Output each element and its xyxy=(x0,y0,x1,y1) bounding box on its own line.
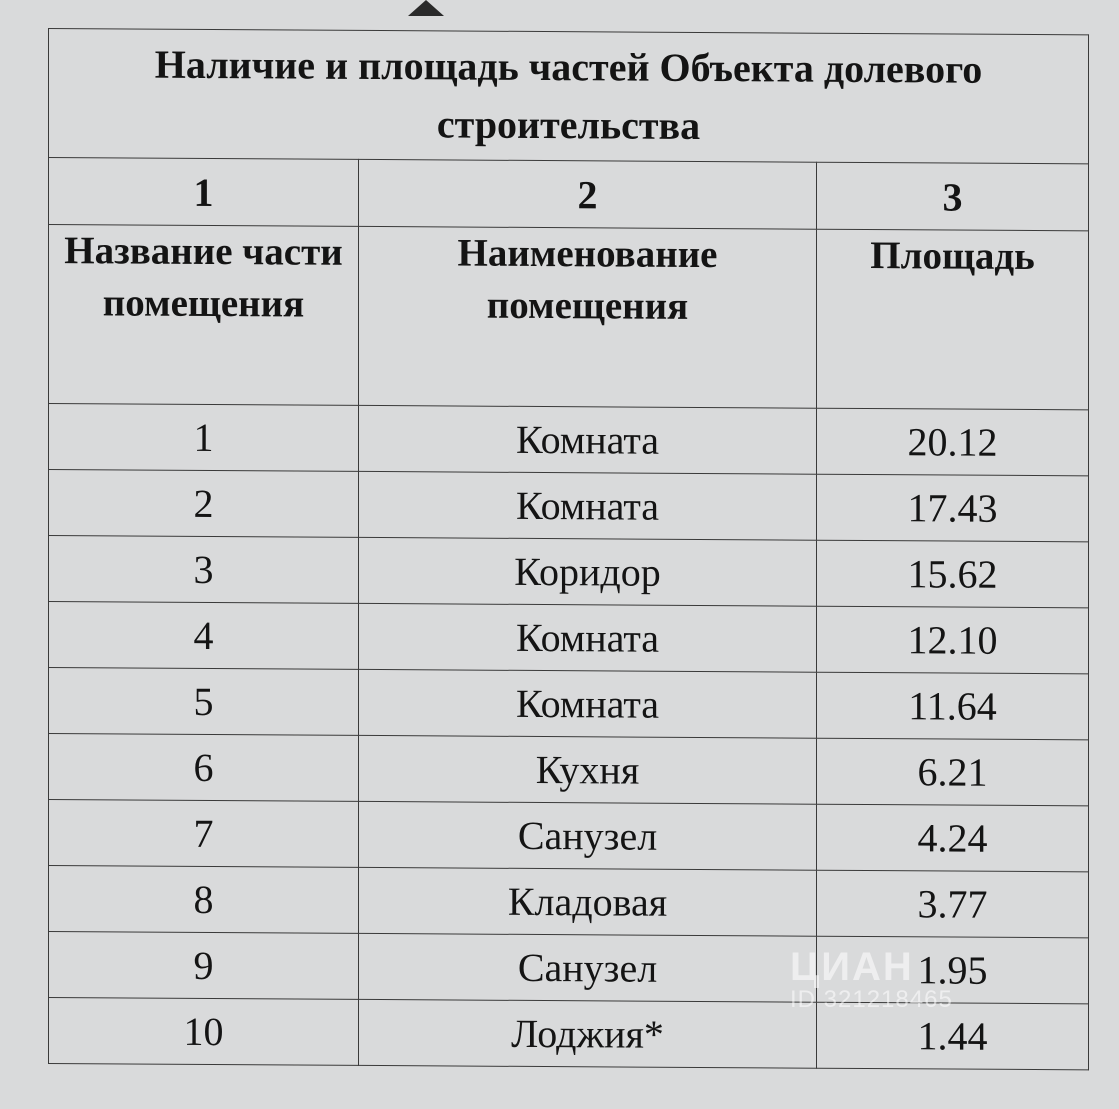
cell-area: 11.64 xyxy=(817,672,1089,740)
cell-number: 1 xyxy=(49,404,359,472)
watermark-logo: ЦИАН xyxy=(790,945,914,989)
cell-number: 2 xyxy=(49,470,359,538)
column-number-3: 3 xyxy=(817,162,1089,231)
table-row xyxy=(49,602,1089,674)
cell-number: 3 xyxy=(49,536,359,604)
cell-area: 20.12 xyxy=(817,408,1089,476)
watermark-id: ID 321218465 xyxy=(790,986,953,1013)
cell-room-name: Кухня xyxy=(359,735,817,804)
cell-number: 4 xyxy=(49,602,359,670)
cell-room-name: Лоджия* xyxy=(359,999,817,1068)
cell-room-name: Комната xyxy=(359,471,817,540)
triangle-marker-icon xyxy=(408,0,444,16)
cell-room-name: Кладовая xyxy=(359,867,817,936)
header-part-name: Название части помещения xyxy=(49,225,359,406)
column-number-row xyxy=(49,158,1089,231)
column-number-2: 2 xyxy=(359,159,817,229)
cell-number: 10 xyxy=(49,998,359,1066)
cell-area: 6.21 xyxy=(817,738,1089,806)
cell-area: 3.77 xyxy=(817,870,1089,938)
table-row xyxy=(49,734,1089,806)
cell-room-name: Коридор xyxy=(359,537,817,606)
rooms-area-table xyxy=(48,28,1089,1070)
table-row xyxy=(49,404,1089,476)
cell-area: 15.62 xyxy=(817,540,1089,608)
cell-number: 6 xyxy=(49,734,359,802)
table-row xyxy=(49,866,1089,938)
table-title: Наличие и площадь частей Объекта долевого строительства xyxy=(49,29,1089,164)
cell-area: 1.44 xyxy=(817,1002,1089,1070)
cell-number: 8 xyxy=(49,866,359,934)
cell-area: 1.95 xyxy=(817,936,1089,1004)
cell-number: 5 xyxy=(49,668,359,736)
table-row xyxy=(49,800,1089,872)
cell-area: 17.43 xyxy=(817,474,1089,542)
cell-room-name: Санузел xyxy=(359,933,817,1002)
cell-number: 7 xyxy=(49,800,359,868)
cell-room-name: Санузел xyxy=(359,801,817,870)
cell-room-name: Комната xyxy=(359,669,817,738)
header-area: Площадь xyxy=(817,229,1089,410)
cell-room-name: Комната xyxy=(359,405,817,474)
cell-number: 9 xyxy=(49,932,359,1000)
cell-room-name: Комната xyxy=(359,603,817,672)
header-room-name: Наименование помещения xyxy=(359,226,817,408)
watermark xyxy=(790,945,953,1014)
column-number-1: 1 xyxy=(49,158,359,227)
table-row xyxy=(49,668,1089,740)
table-row xyxy=(49,470,1089,542)
header-row xyxy=(49,225,1089,410)
cell-area: 4.24 xyxy=(817,804,1089,872)
table-row xyxy=(49,536,1089,608)
cell-area: 12.10 xyxy=(817,606,1089,674)
